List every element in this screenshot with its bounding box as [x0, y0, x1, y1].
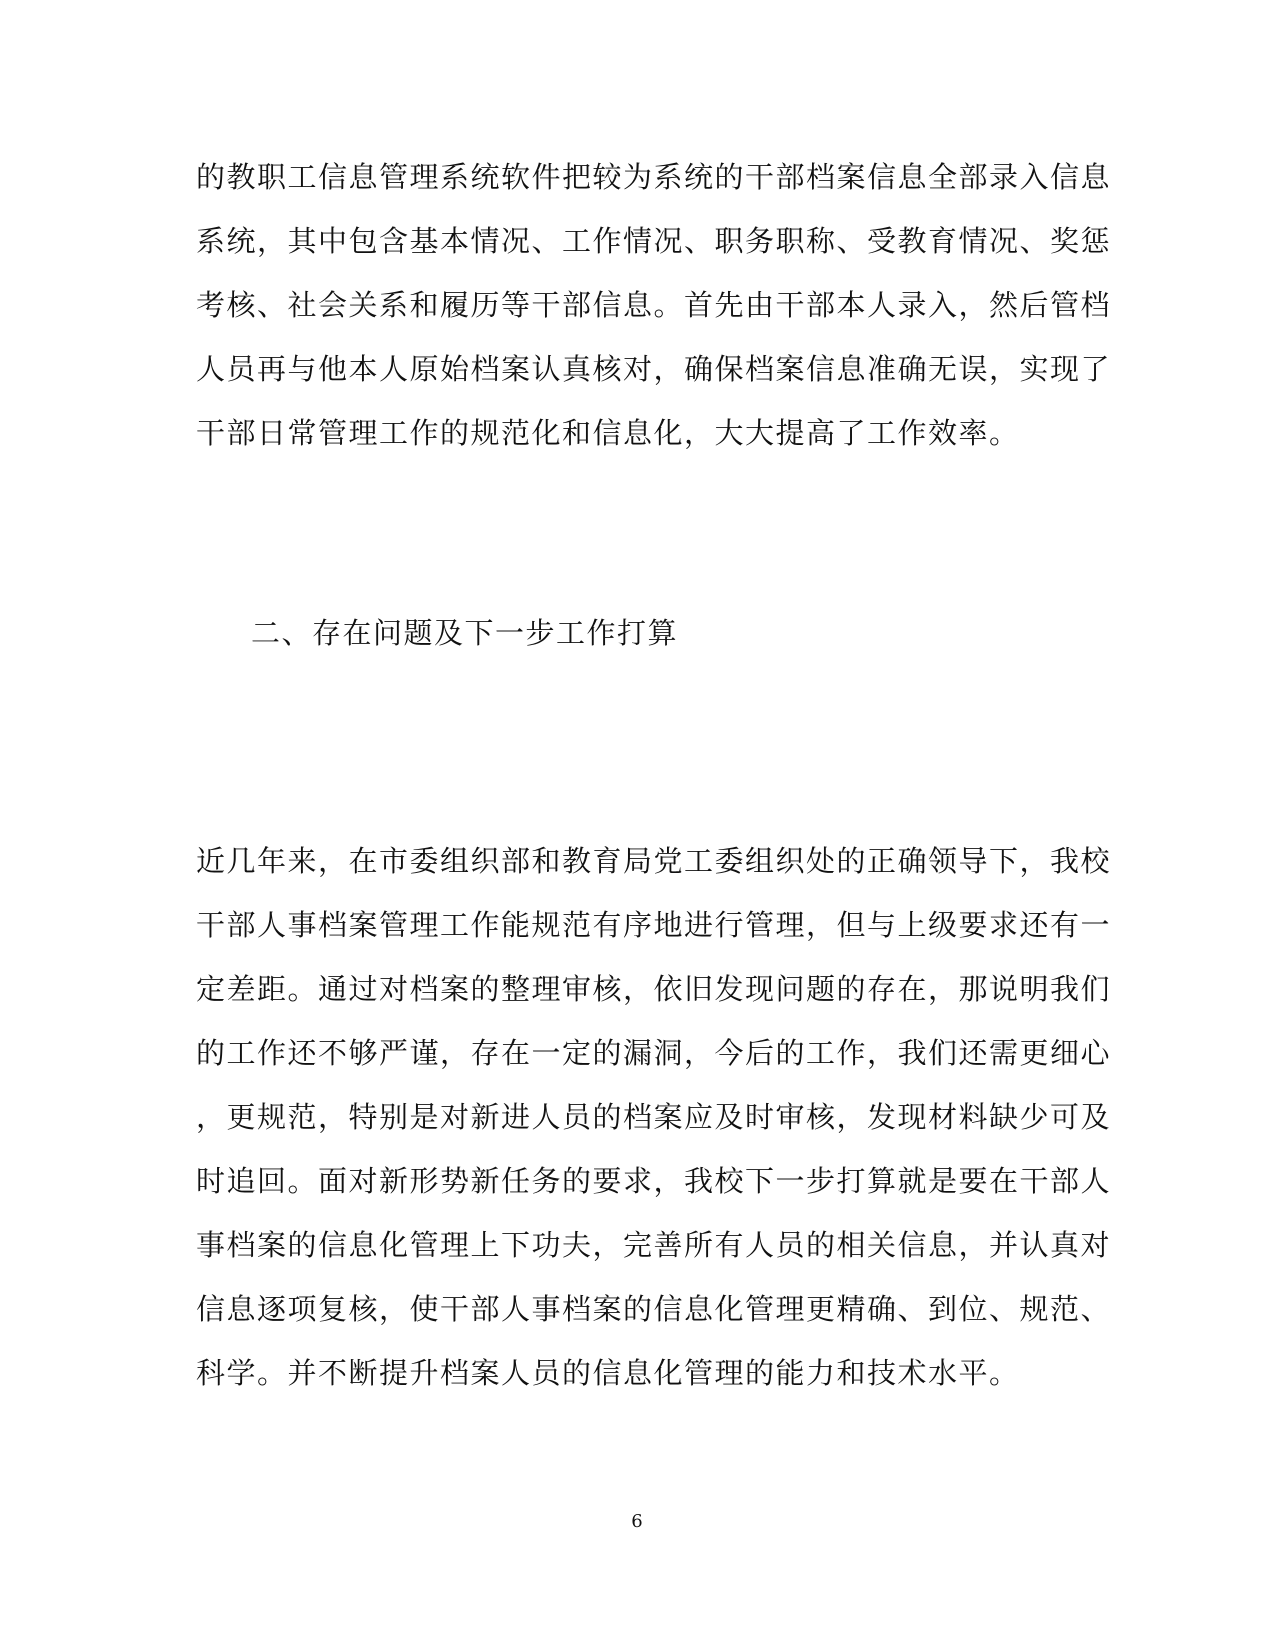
paragraph-line: 系统，其中包含基本情况、工作情况、职务职称、受教育情况、奖惩 — [196, 224, 1112, 258]
paragraph-line: 时追回。面对新形势新任务的要求，我校下一步打算就是要在干部人 — [196, 1164, 1112, 1198]
paragraph-line: 事档案的信息化管理上下功夫，完善所有人员的相关信息，并认真对 — [196, 1228, 1112, 1262]
paragraph-line: 信息逐项复核，使干部人事档案的信息化管理更精确、到位、规范、 — [196, 1292, 1112, 1326]
paragraph-line: 科学。并不断提升档案人员的信息化管理的能力和技术水平。 — [196, 1356, 1020, 1390]
paragraph-line: 定差距。通过对档案的整理审核，依旧发现问题的存在，那说明我们 — [196, 972, 1112, 1006]
paragraph-line: 考核、社会关系和履历等干部信息。首先由干部本人录入，然后管档 — [196, 288, 1112, 322]
paragraph-line: 人员再与他本人原始档案认真核对，确保档案信息准确无误，实现了 — [196, 352, 1112, 386]
paragraph-line: 的工作还不够严谨，存在一定的漏洞，今后的工作，我们还需更细心 — [196, 1036, 1112, 1070]
paragraph-line: 干部日常管理工作的规范化和信息化，大大提高了工作效率。 — [196, 416, 1020, 450]
paragraph-line: 干部人事档案管理工作能规范有序地进行管理，但与上级要求还有一 — [196, 908, 1112, 942]
paragraph-line: ，更规范，特别是对新进人员的档案应及时审核，发现材料缺少可及 — [196, 1100, 1112, 1134]
paragraph-line: 的教职工信息管理系统软件把较为系统的干部档案信息全部录入信息 — [196, 160, 1112, 194]
paragraph-line: 近几年来，在市委组织部和教育局党工委组织处的正确领导下，我校 — [196, 844, 1112, 878]
page-number: 6 — [631, 1511, 643, 1532]
section-heading: 二、存在问题及下一步工作打算 — [251, 616, 679, 650]
